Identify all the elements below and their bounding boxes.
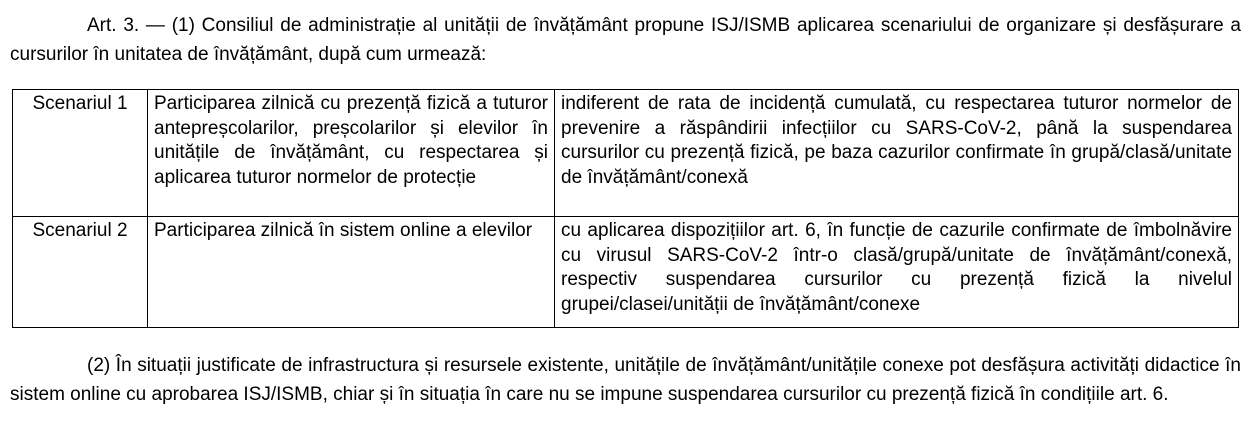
scenario-table	[12, 89, 1239, 328]
condition-cell: indiferent de rata de incidență cumulată, cu respectarea tuturor normelor de prevenire a răspândirii infecțiilor cu SARS-CoV-2, până la suspendarea cursurilor cu prezență fizică, pe baza cazurilor confirmate în grupă/clasă/unitate de învățământ/conexă	[555, 90, 1239, 217]
table-row	[13, 90, 1239, 217]
participation-cell: Participarea zilnică cu prezență fizică a tuturor antepreșcolarilor, preșcolarilor și elevilor în unitățile de învățământ, cu respectarea și aplicarea tuturor normelor de protecție	[148, 90, 555, 217]
scenario-label-cell: Scenariul 1	[13, 90, 148, 217]
article-3-paragraph-2: (2) În situații justificate de infrastructura și resursele existente, unitățile de învățământ/unitățile conexe pot desfășura activități didactice în sistem online cu aprobarea ISJ/ISMB, chiar și în situația în care nu se impune suspendarea cursurilor cu prezență fizică în condițiile art. 6.	[10, 355, 1241, 405]
table-row	[13, 217, 1239, 328]
scenario-label-cell: Scenariul 2	[13, 217, 148, 328]
article-3-paragraph-1: Art. 3. — (1) Consiliul de administrație al unității de învățământ propune ISJ/ISMB aplicarea scenariului de organizare și desfășurare a cursurilor în unitatea de învățământ, după cum urmează:	[10, 15, 1241, 65]
participation-cell: Participarea zilnică în sistem online a elevilor	[148, 217, 555, 328]
condition-cell: cu aplicarea dispozițiilor art. 6, în funcție de cazurile confirmate de îmbolnăvire cu virusul SARS-CoV-2 într-o clasă/grupă/unitate de învățământ/conexă, respectiv suspendarea cursurilor cu prezență fizică la nivelul grupei/clasei/unității de învățământ/conexe	[555, 217, 1239, 328]
